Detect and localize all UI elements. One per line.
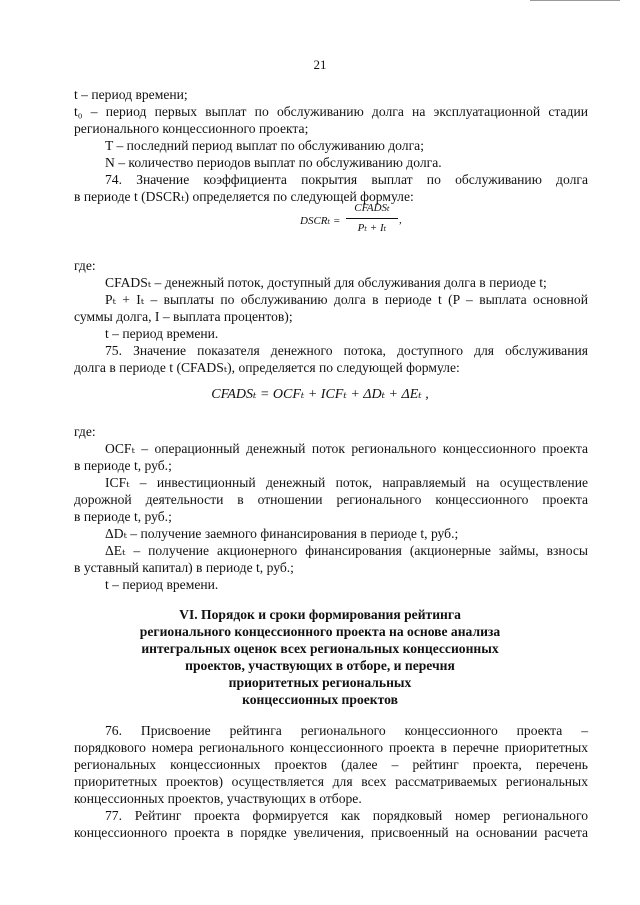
- text-line: t – период времени.: [105, 326, 219, 341]
- text-line: t₀ – период первых выплат по обслуживанию долга на эксплуатационной стадии: [74, 104, 588, 119]
- text-line: t – период времени.: [105, 577, 219, 592]
- text-line: 76. Присвоение рейтинга регионального концессионного проекта –: [105, 723, 588, 738]
- formula-lhs: DSCRₜ =: [300, 215, 341, 227]
- section-heading-line: регионального концессионного проекта на основе анализа: [139, 624, 501, 639]
- text-line: ICFₜ – инвестиционный денежный поток, направляемый на осуществление: [105, 475, 588, 490]
- cfads-formula: CFADSₜ = OCFₜ + ICFₜ + ΔDₜ + ΔEₜ ,: [211, 387, 429, 402]
- text-line: долга в периоде t (CFADSₜ), определяется по следующей формуле:: [74, 360, 460, 375]
- section-heading-line: интегральных оценок всех региональных концессионных: [141, 641, 499, 656]
- text-line: регионального концессионного проекта;: [74, 121, 309, 136]
- text-line: Pₜ + Iₜ – выплаты по обслуживанию долга в периоде t (P – выплата основной: [105, 292, 588, 307]
- section-heading-line: приоритетных региональных: [228, 675, 412, 690]
- text-line: где:: [74, 258, 96, 273]
- text-line: OCFₜ – операционный денежный поток регионального концессионного проекта: [105, 441, 588, 456]
- section-heading-line: VI. Порядок и сроки формирования рейтинга: [179, 607, 461, 622]
- text-line: в периоде t, руб.;: [74, 458, 172, 473]
- text-line: 75. Значение показателя денежного потока, доступного для обслуживания: [105, 343, 588, 358]
- text-line: ΔEₜ – получение акционерного финансирования (акционерные займы, взносы: [105, 543, 588, 558]
- text-line: региональных концессионных проектов (далее – рейтинг проекта, перечень: [74, 757, 588, 772]
- text-line: N – количество периодов выплат по обслуживанию долга.: [105, 155, 442, 170]
- formula-denominator: Pₜ + Iₜ: [357, 222, 387, 234]
- text-line: приоритетных проектов) осуществляется для всех рассматриваемых региональных: [74, 774, 588, 789]
- section-heading-line: проектов, участвующих в отборе, и перечня: [185, 658, 455, 673]
- scan-edge-line: [530, 0, 620, 1]
- page-number: 21: [313, 57, 327, 72]
- text-line: в периоде t, руб.;: [74, 509, 172, 524]
- text-line: T – последний период выплат по обслуживанию долга;: [105, 138, 424, 153]
- text-line: 74. Значение коэффициента покрытия выплат по обслуживанию долга: [105, 172, 588, 187]
- text-line: в уставный капитал) в периоде t, руб.;: [74, 560, 294, 575]
- text-line: дорожной деятельности в отношении регионального концессионного проекта: [74, 492, 588, 507]
- text-line: где:: [74, 424, 96, 439]
- text-line: 77. Рейтинг проекта формируется как порядковый номер регионального: [105, 808, 588, 823]
- text-line: концессионных проектов, участвующих в отборе.: [74, 791, 362, 806]
- text-line: в периоде t (DSCRₜ) определяется по следующей формуле:: [74, 189, 414, 204]
- formula-comma: ,: [399, 214, 402, 226]
- text-line: t – период времени;: [74, 87, 188, 102]
- text-line: ΔDₜ – получение заемного финансирования в периоде t, руб.;: [105, 526, 459, 541]
- formula-numerator: CFADSₜ: [354, 202, 390, 214]
- text-line: порядкового номера регионального концессионного проекта в перечне приоритетных: [74, 740, 588, 755]
- fraction-bar: [346, 218, 398, 219]
- text-line: суммы долга, I – выплата процентов);: [74, 309, 293, 324]
- text-line: концессионного проекта в порядке увеличения, присвоенный на основании расчета: [74, 825, 588, 840]
- text-line: CFADSₜ – денежный поток, доступный для обслуживания долга в периоде t;: [105, 275, 547, 290]
- section-heading-line: концессионных проектов: [242, 692, 398, 707]
